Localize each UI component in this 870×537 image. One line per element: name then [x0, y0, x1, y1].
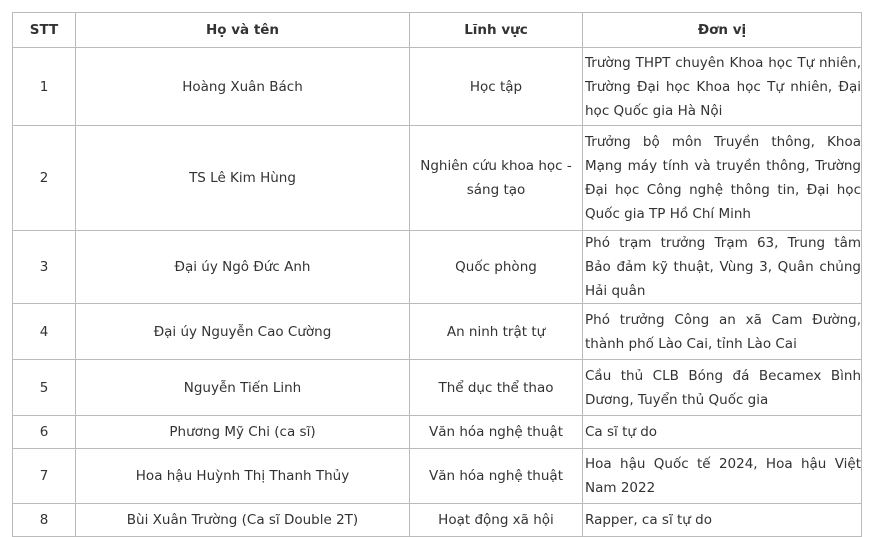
header-unit: Đơn vị	[583, 13, 862, 48]
table-row	[13, 416, 862, 449]
row-name: Phương Mỹ Chi (ca sĩ)	[76, 416, 410, 449]
row-stt: 8	[13, 504, 76, 537]
row-stt: 5	[13, 360, 76, 416]
row-field: Hoạt động xã hội	[410, 504, 583, 537]
row-field: Văn hóa nghệ thuật	[410, 416, 583, 449]
row-stt: 1	[13, 48, 76, 126]
row-unit: Rapper, ca sĩ tự do	[583, 504, 862, 537]
row-stt: 3	[13, 231, 76, 304]
row-unit: Phó trạm trưởng Trạm 63, Trung tâm Bảo đảm kỹ thuật, Vùng 3, Quân chủng Hải quân	[583, 231, 862, 304]
row-unit: Trưởng bộ môn Truyền thông, Khoa Mạng máy tính và truyền thông, Trường Đại học Công nghệ thông tin, Đại học Quốc gia TP Hồ Chí Minh	[583, 126, 862, 231]
row-name: Hoa hậu Huỳnh Thị Thanh Thủy	[76, 449, 410, 504]
table-row	[13, 48, 862, 126]
honorees-table	[12, 12, 862, 537]
row-name: Hoàng Xuân Bách	[76, 48, 410, 126]
row-name: TS Lê Kim Hùng	[76, 126, 410, 231]
header-name: Họ và tên	[76, 13, 410, 48]
table-row	[13, 304, 862, 360]
row-field: Học tập	[410, 48, 583, 126]
row-field: Văn hóa nghệ thuật	[410, 449, 583, 504]
row-name: Đại úy Ngô Đức Anh	[76, 231, 410, 304]
row-name: Bùi Xuân Trường (Ca sĩ Double 2T)	[76, 504, 410, 537]
row-stt: 2	[13, 126, 76, 231]
row-unit: Cầu thủ CLB Bóng đá Becamex Bình Dương, Tuyển thủ Quốc gia	[583, 360, 862, 416]
table-row	[13, 449, 862, 504]
table-header-row	[13, 13, 862, 48]
row-stt: 6	[13, 416, 76, 449]
header-field: Lĩnh vực	[410, 13, 583, 48]
row-name: Đại úy Nguyễn Cao Cường	[76, 304, 410, 360]
row-field: Nghiên cứu khoa học - sáng tạo	[410, 126, 583, 231]
table-row	[13, 360, 862, 416]
row-unit: Ca sĩ tự do	[583, 416, 862, 449]
table-row	[13, 126, 862, 231]
row-field: An ninh trật tự	[410, 304, 583, 360]
cut-off-text	[12, 527, 861, 534]
header-stt: STT	[13, 13, 76, 48]
row-field: Thể dục thể thao	[410, 360, 583, 416]
row-unit: Trường THPT chuyên Khoa học Tự nhiên, Trường Đại học Khoa học Tự nhiên, Đại học Quốc gia Hà Nội	[583, 48, 862, 126]
row-unit: Phó trưởng Công an xã Cam Đường, thành phố Lào Cai, tỉnh Lào Cai	[583, 304, 862, 360]
row-stt: 7	[13, 449, 76, 504]
row-unit: Hoa hậu Quốc tế 2024, Hoa hậu Việt Nam 2022	[583, 449, 862, 504]
row-field: Quốc phòng	[410, 231, 583, 304]
row-stt: 4	[13, 304, 76, 360]
row-name: Nguyễn Tiến Linh	[76, 360, 410, 416]
table-row	[13, 231, 862, 304]
